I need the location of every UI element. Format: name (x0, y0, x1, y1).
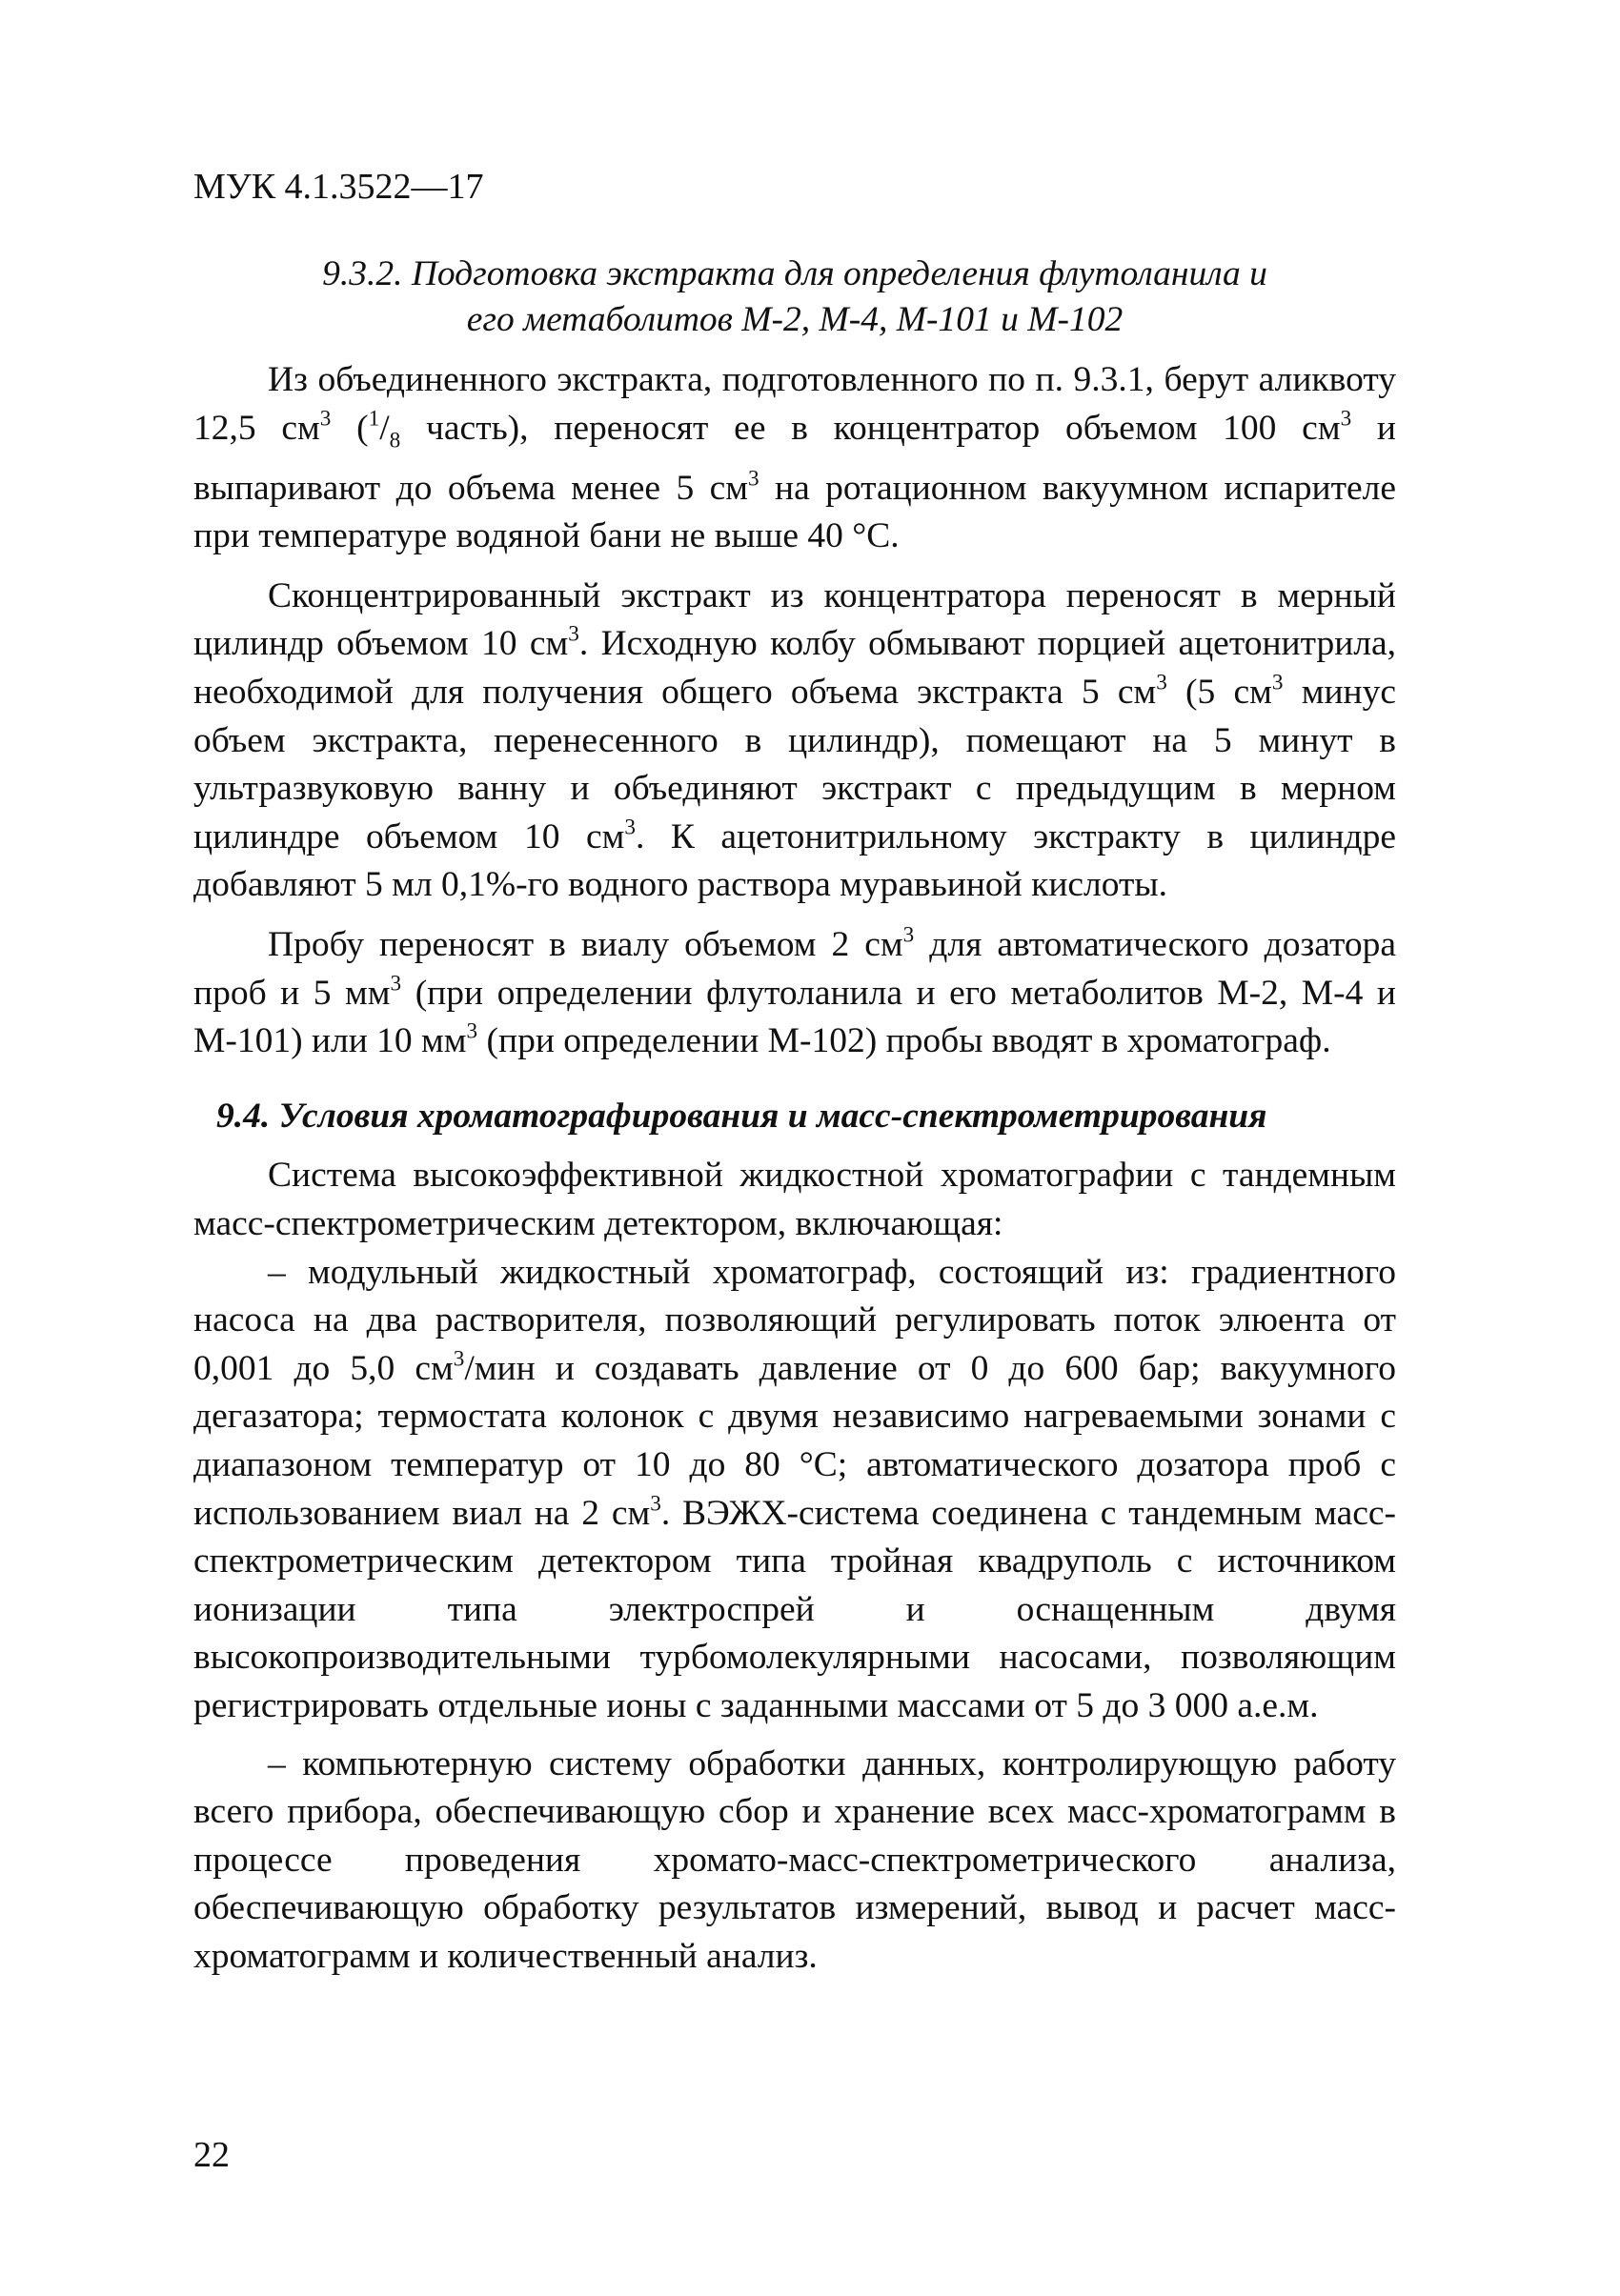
superscript: 3 (624, 815, 636, 840)
superscript: 3 (902, 922, 915, 948)
text-run: . К ацетонитрильному экстракту в цилиндре добавляют 5 мл 0,1%-го водного раствора муравьиной кислоты. (193, 816, 1397, 905)
section-heading-line-2: его метаболитов М-2, М-4, М-101 и М-102 (466, 300, 1124, 339)
text-run: /мин и создавать давление от 0 до 600 бар; вакуумного дегазатора; термостата колонок с двумя независимо нагреваемыми зонами с диапазоном температур от 10 до 80 °С; автоматического дозатора проб с использованием виал на 2 см (193, 1348, 1396, 1533)
text-run: (5 см (1166, 673, 1272, 713)
text-run: на ротационном вакуумном испарителе при температуре водяной бани не выше 40 °С. (193, 468, 1396, 556)
superscript: 3 (453, 1346, 465, 1372)
paragraph-aliquot (193, 356, 1396, 561)
fraction-numerator: 1 (368, 406, 380, 432)
text-run: (при определении М-102) пробы вводят в хроматограф. (477, 1021, 1331, 1061)
text-run: . Исходную колбу обмывают порцией ацетонитрила, необходимой для получения общего объема экстракта 5 см (193, 624, 1396, 713)
paragraph-computer-system: – компьютерную систему обработки данных, контролирующую работу всего прибора, обеспечивающую сбор и хранение всех масс-хроматограмм в процессе проведения хромато-масс-спектрометрического анализа, обеспечивающую обработку результатов измерений, вывод и расчет масс-хроматограмм и количественный анализ. (193, 1743, 1396, 1976)
section-heading-9-3-2 (193, 252, 1396, 343)
text-run: (при определении флутоланила и его метаболитов М-2, М-4 и М-101) или 10 мм (193, 973, 1396, 1061)
paragraph-concentrated-extract (193, 573, 1396, 910)
text-run: – модульный жидкостный хроматограф, состоящий из: градиентного насоса на два растворителя, позволяющий регулировать поток элюента от 0,001 до 5,0 см (193, 1252, 1396, 1388)
text-run: Из объединенного экстракта, подготовленного по п. 9.3.1, берут аликвоту 12,5 см (193, 360, 1396, 448)
text-run: Пробу переносят в виалу объемом 2 см (268, 925, 903, 965)
paragraph-chromatograph (193, 1249, 1396, 1731)
text-run: часть), переносят ее в концентратор объемом 100 см (400, 408, 1341, 448)
text-run: для автоматического дозатора проб и 5 мм (193, 925, 1396, 1013)
paragraph-system-intro: Система высокоэффективной жидкостной хроматографии с тандемным масс-спектрометрическим детектором, включающая: (193, 1156, 1396, 1243)
text-run: минус объем экстракта, перенесенного в цилиндр), помещают на 5 минут в ультразвуковую ванну и объединяют экстракт с предыдущим в мерном цилиндре объемом 10 см (193, 673, 1396, 856)
fraction-denominator: 8 (389, 428, 401, 453)
superscript: 3 (1340, 406, 1352, 432)
superscript: 3 (319, 406, 332, 432)
paragraph-vial-transfer (193, 921, 1396, 1066)
superscript: 3 (1271, 670, 1284, 695)
section-heading-9-4: 9.4. Условия хроматографирования и масс-спектрометрирования (216, 1096, 1267, 1136)
text-run: Сконцентрированный экстракт из концентратора переносят в мерный цилиндр объемом 10 см (193, 575, 1396, 664)
text-run: ( (331, 408, 369, 448)
superscript: 3 (466, 1018, 478, 1044)
text-run: . ВЭЖХ-система соединена с тандемным масс-спектрометрическим детектором типа тройная квадруполь с источником ионизации типа электроспрей и оснащенным двумя высокопроизводительными турбомолекулярными насосами, позволяющим регистрировать отдельные ионы с заданными массами от 5 до 3 000 а.е.м. (193, 1493, 1396, 1725)
page-number: 22 (193, 2135, 230, 2175)
superscript: 3 (568, 622, 579, 648)
superscript: 3 (390, 971, 402, 997)
superscript: 3 (747, 466, 759, 492)
running-header: МУК 4.1.3522—17 (193, 167, 484, 207)
superscript: 3 (650, 1491, 661, 1517)
text-run: и выпаривают до объема менее 5 см (193, 408, 1397, 508)
superscript: 3 (1156, 670, 1167, 695)
page-content (193, 252, 1396, 1982)
section-heading-line-1: 9.3.2. Подготовка экстракта для определения флутоланила и (322, 254, 1267, 293)
fraction-slash: / (379, 408, 390, 448)
